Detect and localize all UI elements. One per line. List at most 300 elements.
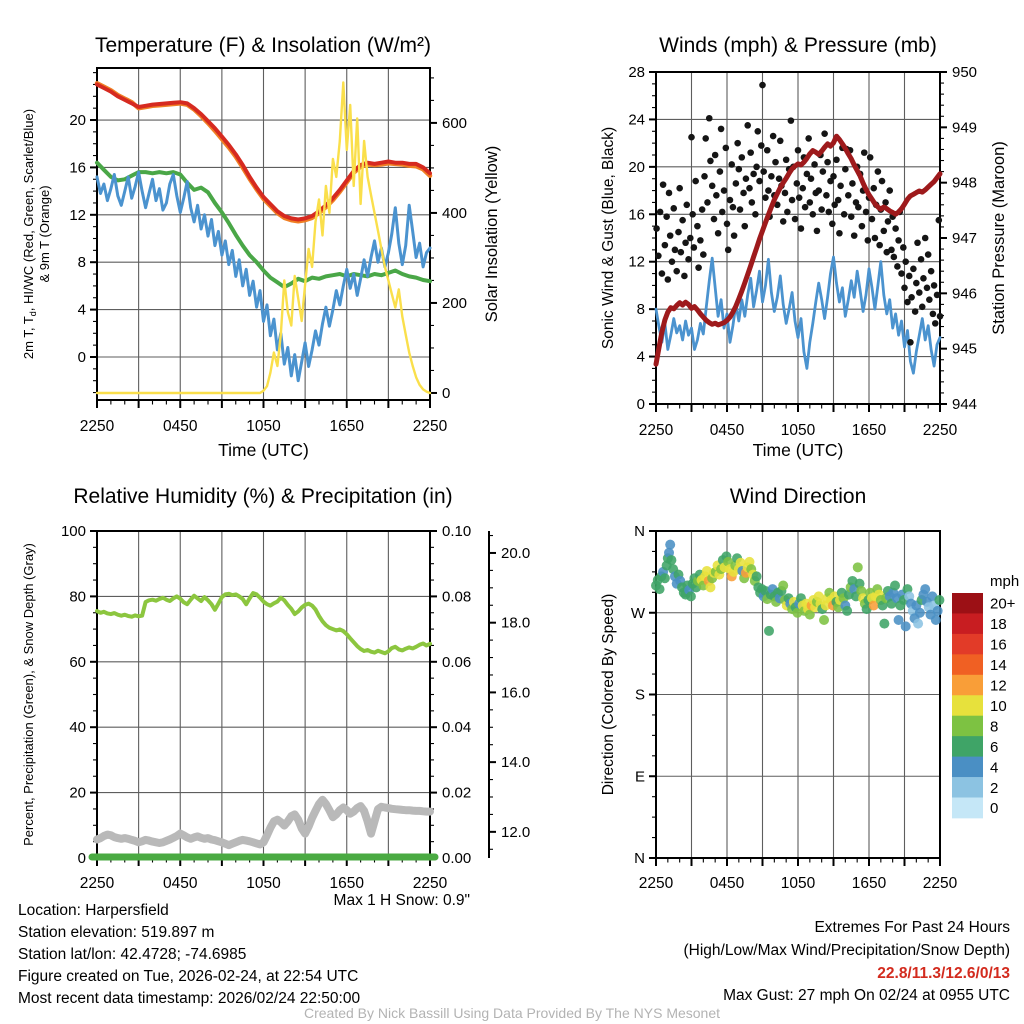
y-axis-label-left: Sonic Wind & Gust (Blue, Black) <box>600 126 617 350</box>
wind-direction-dot <box>666 555 676 565</box>
gust-dot <box>833 156 840 163</box>
x-tick-label: 0450 <box>709 422 745 439</box>
wind-direction-dot <box>655 584 665 594</box>
gust-dot <box>760 168 767 175</box>
tick-label: 200 <box>442 294 468 312</box>
max-gust-line: Max Gust: 27 mph On 02/24 at 0955 UTC <box>723 987 1010 1005</box>
gust-dot <box>824 159 831 166</box>
gust-dot <box>807 199 814 206</box>
gust-dot <box>711 216 718 223</box>
wind-direction-dot <box>853 562 863 572</box>
y-axis-label-left: Percent, Precipitation (Green), & Snow Depth (Gray) <box>21 543 36 846</box>
colorbar-cell <box>952 675 983 696</box>
wind-direction-dot <box>686 591 696 601</box>
tick-label: 0.04 <box>442 719 472 737</box>
y-axis-label-right: Solar Insolation (Yellow) <box>483 145 501 323</box>
tick-label: 16 <box>628 206 645 224</box>
gust-dot <box>740 190 747 197</box>
gust-dot <box>692 178 699 185</box>
tick-label: 80 <box>69 588 86 606</box>
tick-label: E <box>634 768 645 786</box>
gust-dot <box>820 168 827 175</box>
gust-dot <box>902 258 909 265</box>
chart-title-rh-precip: Relative Humidity (%) & Precipitation (in) <box>73 485 453 508</box>
gust-dot <box>855 204 862 211</box>
gust-dot <box>762 194 769 201</box>
gust-dot <box>908 294 915 301</box>
gust-dot <box>872 235 879 242</box>
wind-direction-dot <box>934 595 944 605</box>
wind-direction-dot <box>890 581 900 591</box>
gust-dot <box>829 220 836 227</box>
y-axis-label-left-line2: & 9m T (Orange) <box>37 185 52 283</box>
gust-dot <box>676 185 683 192</box>
gust-dot <box>848 213 855 220</box>
x-tick-label: 2250 <box>638 875 674 892</box>
tick-label: 0 <box>77 850 86 867</box>
gust-dot <box>747 149 754 156</box>
tick-label: 8 <box>77 254 86 272</box>
gust-dot <box>730 204 737 211</box>
gust-dot <box>670 205 677 212</box>
gust-dot <box>783 156 790 163</box>
wind-direction-dot <box>879 619 889 629</box>
colorbar-tick-label: 16 <box>990 636 1007 654</box>
gust-dot <box>802 204 809 211</box>
x-tick-label: 0450 <box>709 875 745 892</box>
gust-dot <box>849 180 856 187</box>
gust-dot <box>842 166 849 173</box>
tick-label: 949 <box>952 119 978 137</box>
tick-label: 24 <box>628 111 645 129</box>
gust-dot <box>665 276 672 283</box>
colorbar-unit-label: mph <box>990 573 1020 590</box>
gust-dot <box>841 211 848 218</box>
gust-dot <box>892 225 899 232</box>
gust-dot <box>919 303 926 310</box>
x-tick-label: 2250 <box>79 418 115 435</box>
gust-dot <box>718 126 725 133</box>
colorbar-cell <box>952 736 983 757</box>
gust-dot <box>741 223 748 230</box>
tick-label: N <box>634 850 645 867</box>
colorbar-tick-label: 14 <box>990 657 1007 675</box>
gust-dot <box>934 292 941 299</box>
gust-dot <box>706 115 713 122</box>
gust-dot <box>784 209 791 216</box>
tick-label: 0.06 <box>442 653 472 671</box>
tick-label: 4 <box>636 348 645 366</box>
gust-dot <box>707 158 714 165</box>
tick-label: 946 <box>952 285 978 303</box>
gust-dot <box>861 149 868 156</box>
gust-dot <box>701 173 708 180</box>
colorbar-cell <box>952 593 983 614</box>
gust-dot <box>772 159 779 166</box>
gust-dot <box>681 273 688 280</box>
tick-label: 60 <box>69 653 86 671</box>
gust-dot <box>691 244 698 251</box>
gust-dot <box>814 228 821 235</box>
x-axis-label: Time (UTC) <box>218 440 309 460</box>
x-tick-label: 1050 <box>246 418 281 435</box>
gust-dot <box>912 308 919 315</box>
gust-dot <box>910 266 917 273</box>
gust-dot <box>679 217 686 224</box>
colorbar-tick-label: 10 <box>990 697 1007 715</box>
gust-dot <box>666 190 673 197</box>
tick-label: 20 <box>69 112 86 130</box>
gust-dot <box>821 130 828 137</box>
gust-dot <box>663 213 670 220</box>
y-axis-label-left: Direction (Colored By Speed) <box>600 593 617 796</box>
tick-label: 400 <box>442 204 468 222</box>
colorbar-cell <box>952 716 983 737</box>
tick-label: N <box>634 523 645 540</box>
colorbar-tick-label: 8 <box>990 718 999 736</box>
credit-line: Created By Nick Bassill Using Data Provided By The NYS Mesonet <box>303 1005 721 1021</box>
gust-dot <box>932 320 939 327</box>
colorbar-cell <box>952 634 983 655</box>
gust-dot <box>768 173 775 180</box>
gust-dot <box>734 140 741 147</box>
gust-dot <box>916 289 923 296</box>
gust-dot <box>936 217 943 224</box>
gust-dot <box>799 185 806 192</box>
x-tick-label: 2250 <box>412 875 448 892</box>
footer-location: Location: Harpersfield <box>18 902 169 919</box>
tick-label: 20 <box>69 784 86 802</box>
gust-dot <box>795 147 802 154</box>
x-tick-label: 0450 <box>163 418 198 435</box>
gust-dot <box>788 117 795 124</box>
gust-dot <box>931 282 938 289</box>
gust-dot <box>875 168 882 175</box>
gust-dot <box>758 142 765 149</box>
chart-wind-direction <box>600 523 1019 892</box>
tick-label: 0 <box>77 348 86 366</box>
gust-dot <box>717 168 724 175</box>
gust-dot <box>736 166 743 173</box>
wind-direction-dot <box>933 606 943 616</box>
gust-dot <box>700 251 707 258</box>
gust-dot <box>744 122 751 129</box>
tick-label: 20.0 <box>501 544 531 562</box>
colorbar-tick-label: 6 <box>990 738 999 756</box>
gust-dot <box>675 229 682 236</box>
gust-dot <box>865 237 872 244</box>
gust-dot <box>851 232 858 239</box>
tick-label: 100 <box>60 523 86 540</box>
gust-dot <box>891 254 898 261</box>
gust-dot <box>709 183 716 190</box>
x-axis-label: Time (UTC) <box>752 440 844 460</box>
tick-label: 12 <box>628 253 645 271</box>
x-tick-label: 2250 <box>412 418 448 435</box>
max-snow-note: Max 1 H Snow: 0.9" <box>333 892 470 909</box>
tick-label: 600 <box>442 114 468 132</box>
gust-dot <box>823 192 830 199</box>
gust-dot <box>815 187 822 194</box>
x-tick-label: 1050 <box>246 875 281 892</box>
wind-direction-dot <box>920 584 930 594</box>
gust-dot <box>753 164 760 171</box>
tick-label: 0.10 <box>442 523 472 540</box>
wind-direction-dot <box>842 606 852 616</box>
gust-dot <box>764 147 771 154</box>
tick-label: 945 <box>952 340 978 358</box>
gust-dot <box>798 225 805 232</box>
tick-label: 12 <box>69 206 86 224</box>
wind-direction-dot <box>764 626 774 636</box>
wind-direction-dot <box>913 619 923 629</box>
gust-dot <box>750 171 757 178</box>
gust-dot <box>702 135 709 142</box>
gust-dot <box>683 202 690 209</box>
gust-dot <box>805 135 812 142</box>
x-tick-label: 2250 <box>922 422 958 439</box>
x-tick-label: 0450 <box>163 875 198 892</box>
wind-direction-dot <box>660 573 670 583</box>
gust-dot <box>894 263 901 270</box>
footer-elevation: Station elevation: 519.897 m <box>18 924 215 941</box>
tick-label: S <box>634 686 645 704</box>
gust-dot <box>830 173 837 180</box>
tick-label: 947 <box>952 230 978 247</box>
tick-label: 16.0 <box>501 684 531 702</box>
wind-direction-dot <box>915 608 925 618</box>
chart-winds-pressure <box>600 64 1008 460</box>
gust-dot <box>885 218 892 225</box>
gust-dot <box>721 187 728 194</box>
gust-dot <box>685 256 692 263</box>
colorbar-tick-label: 12 <box>990 677 1007 695</box>
gust-dot <box>713 192 720 199</box>
gust-dot <box>737 206 744 213</box>
gust-dot <box>794 180 801 187</box>
gust-dot <box>752 211 759 218</box>
gust-dot <box>672 247 679 254</box>
gust-dot <box>715 230 722 237</box>
tick-label: 18.0 <box>501 614 531 632</box>
y-axis-label-right: Station Pressure (Maroon) <box>990 141 1008 335</box>
gust-dot <box>863 209 870 216</box>
gust-dot <box>655 252 662 259</box>
tick-label: 0.08 <box>442 588 472 606</box>
gust-dot <box>712 152 719 159</box>
gust-dot <box>678 249 685 256</box>
gust-dot <box>689 211 696 218</box>
x-tick-label: 1650 <box>851 422 887 439</box>
tick-label: 16 <box>69 159 86 177</box>
gust-dot <box>669 258 676 265</box>
colorbar-cell <box>952 613 983 634</box>
tick-label: 8 <box>636 301 645 319</box>
tick-label: 0.02 <box>442 784 472 802</box>
colorbar-tick-label: 4 <box>990 759 999 777</box>
gust-dot <box>818 206 825 213</box>
gust-dot <box>725 247 732 254</box>
x-tick-label: 1650 <box>329 875 364 892</box>
gust-dot <box>754 128 761 135</box>
gust-dot <box>837 183 844 190</box>
wind-direction-dot <box>665 540 675 550</box>
tick-label: 4 <box>77 301 86 319</box>
tick-label: 12.0 <box>501 823 531 841</box>
wind-direction-dot <box>752 571 762 581</box>
gust-dot <box>876 242 883 249</box>
gust-dot <box>836 230 843 237</box>
colorbar-tick-label: 20+ <box>990 595 1016 613</box>
x-tick-label: 2250 <box>79 875 115 892</box>
gust-dot <box>867 154 874 161</box>
chart-temp-insolation <box>21 68 501 460</box>
extremes-title: Extremes For Past 24 Hours <box>814 919 1010 936</box>
gust-dot <box>918 256 925 263</box>
colorbar-cell <box>952 798 983 819</box>
gust-dot <box>682 239 689 246</box>
tick-label: 20 <box>628 158 645 176</box>
gust-dot <box>895 237 902 244</box>
gust-dot <box>724 220 731 227</box>
tick-label: W <box>630 604 645 622</box>
gust-dot <box>900 244 907 251</box>
gust-dot <box>924 285 931 292</box>
colorbar-cell <box>952 757 983 778</box>
gust-dot <box>694 223 701 230</box>
gust-dot <box>667 232 674 239</box>
gust-dot <box>869 216 876 223</box>
gust-dot <box>880 228 887 235</box>
gust-dot <box>835 197 842 204</box>
tick-label: 14.0 <box>501 754 531 772</box>
x-tick-label: 1650 <box>851 875 887 892</box>
gust-dot <box>906 273 913 280</box>
gust-dot <box>907 339 914 346</box>
footer-timestamp: Most recent data timestamp: 2026/02/24 22:50:00 <box>18 990 361 1007</box>
gust-dot <box>930 311 937 318</box>
gust-dot <box>659 270 666 277</box>
x-tick-label: 1050 <box>780 422 816 439</box>
gust-dot <box>879 178 886 185</box>
footer-created: Figure created on Tue, 2026-02-24, at 22:54 UTC <box>18 968 359 985</box>
gust-dot <box>922 235 929 242</box>
gust-dot <box>746 185 753 192</box>
gust-dot <box>687 235 694 242</box>
chart-title-winds-pressure: Winds (mph) & Pressure (mb) <box>659 34 937 57</box>
gust-dot <box>920 275 927 282</box>
x-tick-label: 2250 <box>922 875 958 892</box>
gust-dot <box>749 199 756 206</box>
gust-dot <box>727 197 734 204</box>
tick-label: 28 <box>628 64 645 81</box>
tick-label: 948 <box>952 174 978 192</box>
colorbar-cell <box>952 777 983 798</box>
gust-dot <box>928 268 935 275</box>
extremes-values: 22.8/11.3/12.6/0/13 <box>877 964 1010 982</box>
gust-dot <box>809 211 816 218</box>
gust-dot <box>733 180 740 187</box>
gust-dot <box>898 270 905 277</box>
chart-title-temp-insolation: Temperature (F) & Insolation (W/m²) <box>94 34 432 57</box>
gust-dot <box>808 175 815 182</box>
colorbar-tick-label: 18 <box>990 616 1007 634</box>
gust-dot <box>886 187 893 194</box>
gust-dot <box>913 280 920 287</box>
gust-dot <box>780 218 787 225</box>
chart-title-wind-direction: Wind Direction <box>729 485 867 508</box>
gust-dot <box>759 82 766 89</box>
chart-rh-precip <box>21 523 530 892</box>
gust-dot <box>825 209 832 216</box>
wind-direction-dot <box>901 621 911 631</box>
gust-dot <box>756 178 763 185</box>
gust-dot <box>782 190 789 197</box>
gust-dot <box>673 268 680 275</box>
gust-dot <box>925 251 932 258</box>
gust-dot <box>765 187 772 194</box>
wind-direction-dot <box>931 615 941 625</box>
colorbar-cell <box>952 654 983 675</box>
tick-label: 0 <box>636 396 645 413</box>
gust-dot <box>657 209 664 216</box>
gust-dot <box>728 161 735 168</box>
x-tick-label: 1050 <box>780 875 816 892</box>
gust-dot <box>770 133 777 140</box>
colorbar-tick-label: 2 <box>990 779 999 797</box>
tick-label: 40 <box>69 719 86 737</box>
gust-dot <box>704 199 711 206</box>
gust-dot <box>697 237 704 244</box>
gust-dot <box>688 134 695 141</box>
y-axis-label-left-line1: 2m T, $T_d$, HI/WC (Red, Green, Scarlet/Blue) <box>21 108 38 360</box>
wind-direction-dot <box>819 615 829 625</box>
gust-dot <box>723 145 730 152</box>
gust-dot <box>731 232 738 239</box>
extremes-subtitle: (High/Low/Max Wind/Precipitation/Snow Depth) <box>683 941 1010 959</box>
gust-dot <box>845 192 852 199</box>
gust-dot <box>937 313 944 320</box>
gust-dot <box>859 223 866 230</box>
tick-label: 950 <box>952 64 978 81</box>
gust-dot <box>792 216 799 223</box>
gust-dot <box>914 239 921 246</box>
gust-dot <box>796 194 803 201</box>
extremes-block <box>684 917 1011 1008</box>
gust-dot <box>660 181 667 188</box>
gust-dot <box>743 175 750 182</box>
tick-label: 944 <box>952 396 978 413</box>
gust-dot <box>870 185 877 192</box>
gust-dot <box>926 296 933 303</box>
gust-dot <box>699 206 706 213</box>
gust-dot <box>789 197 796 204</box>
wind-direction-dot <box>705 582 715 592</box>
gust-dot <box>901 285 908 292</box>
gust-dot <box>695 264 702 271</box>
gust-dot <box>888 247 895 254</box>
gust-dot <box>811 161 818 168</box>
tick-label: 0 <box>442 384 451 402</box>
colorbar-tick-label: 0 <box>990 800 999 818</box>
wind-direction-dot <box>778 581 788 591</box>
x-tick-label: 1650 <box>329 418 364 435</box>
gust-dot <box>777 137 784 144</box>
x-tick-label: 2250 <box>638 422 674 439</box>
gust-dot <box>738 154 745 161</box>
gust-dot <box>719 209 726 216</box>
footer-latlon: Station lat/lon: 42.4728; -74.6985 <box>18 946 247 963</box>
